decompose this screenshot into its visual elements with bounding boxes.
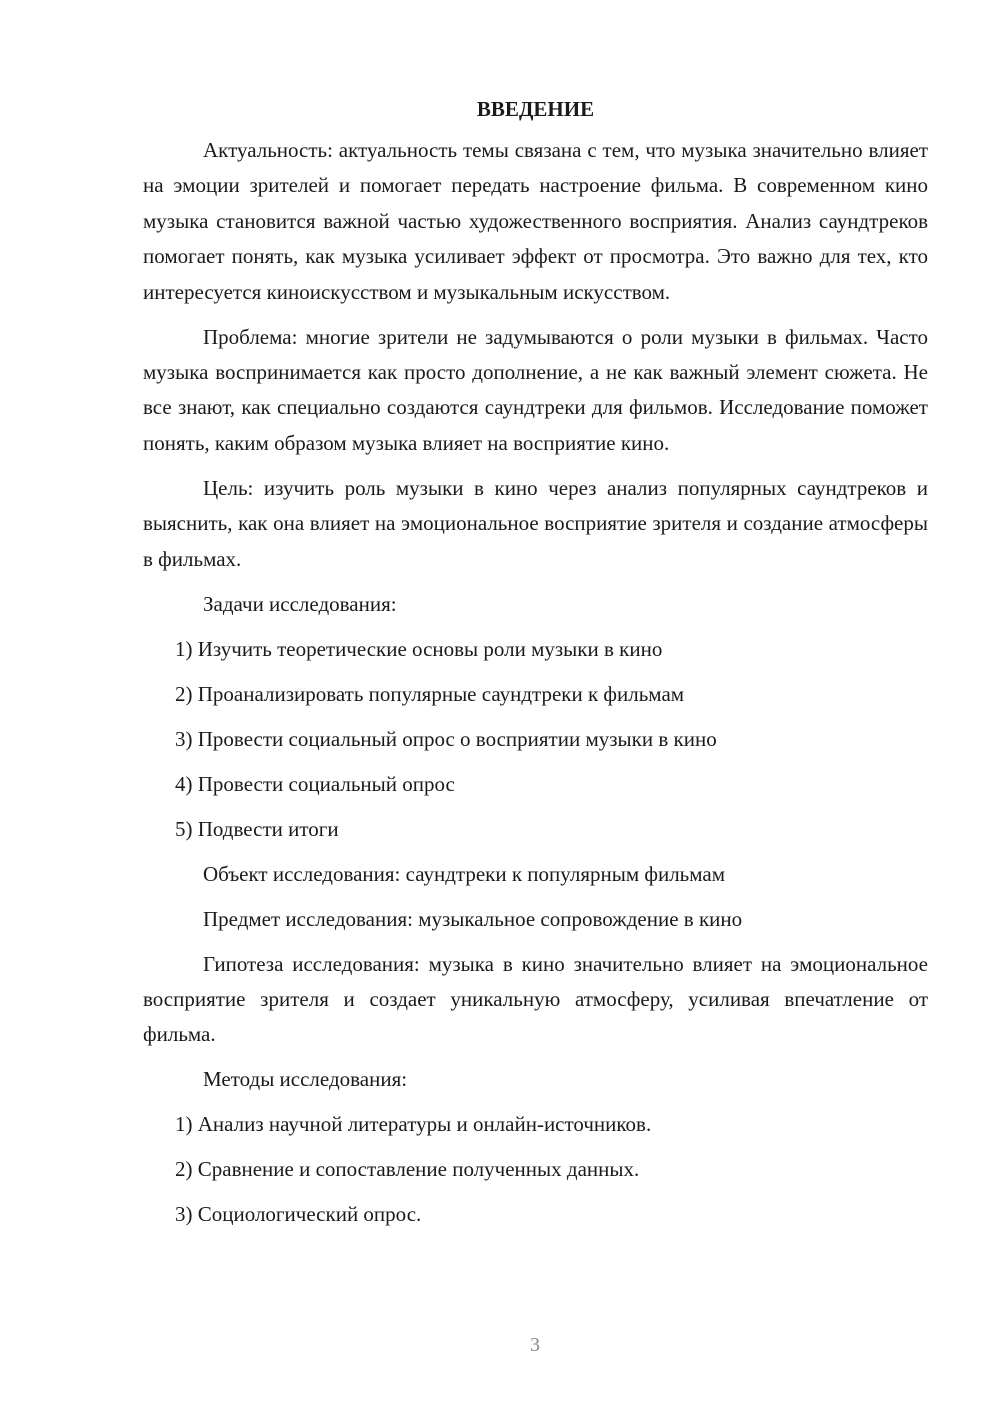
page-content <box>143 92 928 1242</box>
list-item: 5) Подвести итоги <box>175 816 339 841</box>
list-item: 3) Провести социальный опрос о восприятии музыки в кино <box>175 726 717 751</box>
tasks-list <box>143 632 928 847</box>
page-number: 3 <box>530 1334 540 1356</box>
tasks-heading: Задачи исследования: <box>203 591 397 616</box>
subject-line: Предмет исследования: музыкальное сопровождение в кино <box>203 906 743 931</box>
list-item: 1) Анализ научной литературы и онлайн-источников. <box>175 1112 652 1137</box>
page-title: ВВЕДЕНИЕ <box>476 97 595 121</box>
list-item: 2) Сравнение и сопоставление полученных данных. <box>175 1157 640 1182</box>
list-item: 4) Провести социальный опрос <box>175 771 455 796</box>
problem-paragraph: Проблема: многие зрители не задумываются о роли музыки в фильмах. Часто музыка воспринимается как просто дополнение, а не как важный элемент сюжета. Не все знают, как специально создаются саундтреки для фильмов. Исследование поможет понять, каким образом музыка влияет на восприятие кино. <box>143 324 928 455</box>
hypothesis-paragraph: Гипотеза исследования: музыка в кино значительно влияет на эмоциональное восприятие зрителя и создает уникальную атмосферу, усиливая впечатление от фильма. <box>143 951 928 1047</box>
list-item: 2) Проанализировать популярные саундтреки к фильмам <box>175 681 685 706</box>
relevance-paragraph: Актуальность: актуальность темы связана с тем, что музыка значительно влияет на эмоции зрителей и помогает передать настроение фильма. В современном кино музыка становится важной частью художественного восприятия. Анализ саундтреков помогает понять, как музыка усиливает эффект от просмотра. Это важно для тех, кто интересуется киноискусством и музыкальным искусством. <box>143 138 928 304</box>
methods-list <box>143 1107 928 1232</box>
list-item: 3) Социологический опрос. <box>175 1202 422 1227</box>
goal-paragraph: Цель: изучить роль музыки в кино через анализ популярных саундтреков и выяснить, как она влияет на эмоциональное восприятие зрителя и создание атмосферы в фильмах. <box>143 475 928 571</box>
list-item: 1) Изучить теоретические основы роли музыки в кино <box>175 636 663 661</box>
methods-heading: Методы исследования: <box>203 1067 408 1092</box>
object-line: Объект исследования: саундтреки к популярным фильмам <box>203 861 726 886</box>
